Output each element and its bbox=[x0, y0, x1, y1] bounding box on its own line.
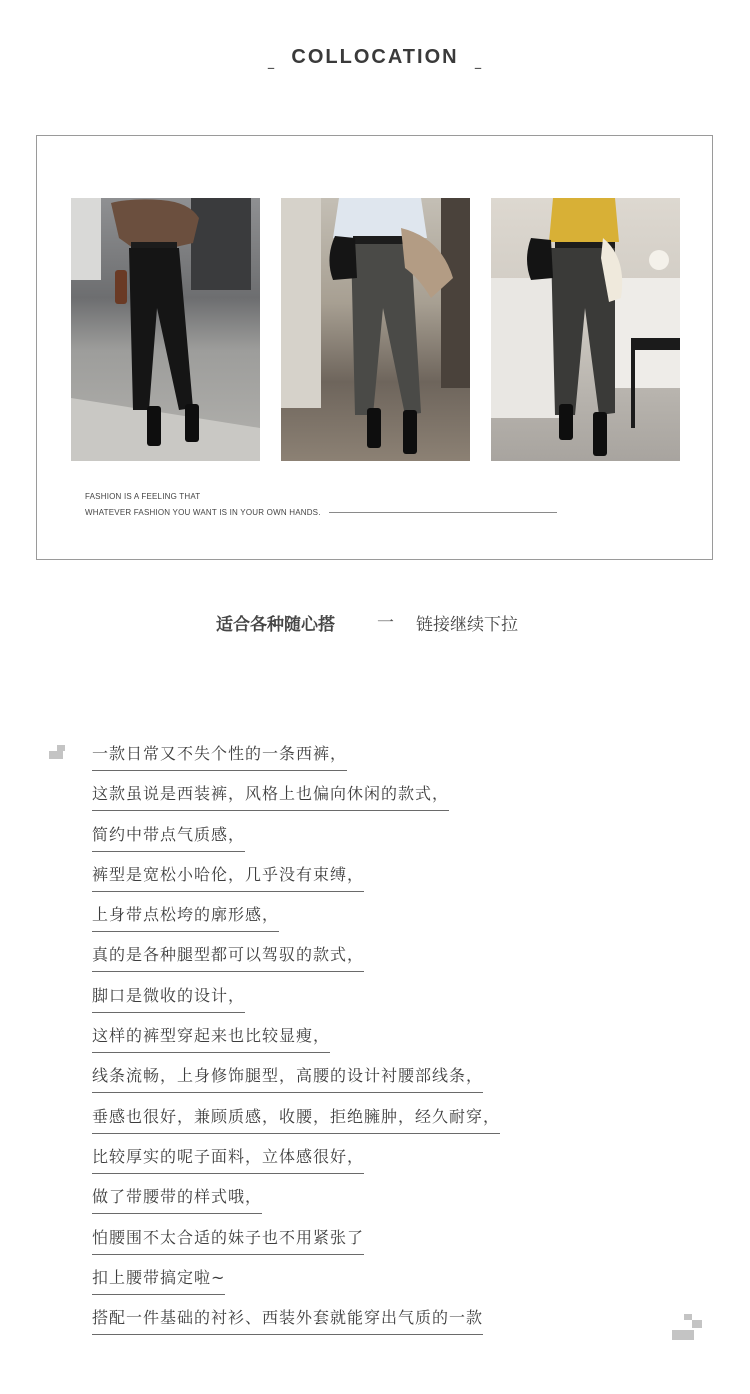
header-dash-right: – bbox=[474, 58, 482, 77]
motto-divider bbox=[329, 512, 557, 513]
subheading-right: 链接继续下拉 bbox=[416, 615, 518, 635]
description-line: 上身带点松垮的廓形感， bbox=[92, 902, 500, 942]
photo-model-black-trousers bbox=[71, 198, 260, 461]
description-line: 垂感也很好，兼顾质感，收腰，拒绝臃肿，经久耐穿， bbox=[92, 1104, 500, 1144]
description-line: 这款虽说是西装裤，风格上也偏向休闲的款式， bbox=[92, 781, 500, 821]
description-line: 脚口是微收的设计， bbox=[92, 983, 500, 1023]
photo-model-grey-trousers-yellow-top bbox=[491, 198, 680, 461]
collocation-header bbox=[0, 44, 750, 76]
description-line: 扣上腰带搞定啦~ bbox=[92, 1265, 500, 1305]
description-line: 线条流畅，上身修饰腿型，高腰的设计衬腰部线条， bbox=[92, 1063, 500, 1103]
description-line: 做了带腰带的样式哦， bbox=[92, 1184, 500, 1224]
description-line: 真的是各种腿型都可以驾驭的款式， bbox=[92, 942, 500, 982]
description-line: 怕腰围不太合适的妹子也不用紧张了 bbox=[92, 1225, 500, 1265]
description-line: 简约中带点气质感， bbox=[92, 822, 500, 862]
subheading bbox=[0, 610, 750, 634]
description-line: 比较厚实的呢子面料，立体感很好， bbox=[92, 1144, 500, 1184]
motto-line-2: WHATEVER FASHION YOU WANT IS IN YOUR OWN HANDS. bbox=[85, 508, 321, 517]
subheading-left: 适合各种随心搭 bbox=[216, 615, 335, 635]
subheading-separator: 一 bbox=[377, 613, 394, 633]
description-line: 裤型是宽松小哈伦，几乎没有束缚， bbox=[92, 862, 500, 902]
photo-model-grey-trousers-interior bbox=[281, 198, 470, 461]
header-dash-left: – bbox=[267, 58, 275, 77]
description-list bbox=[92, 741, 500, 1345]
pixel-deco-icon bbox=[672, 1314, 702, 1342]
header-title: COLLOCATION bbox=[291, 46, 459, 68]
motto-line-1: FASHION IS A FEELING THAT bbox=[85, 492, 201, 501]
description-line: 搭配一件基础的衬衫、西装外套就能穿出气质的一款 bbox=[92, 1305, 500, 1345]
pixel-deco-icon bbox=[49, 745, 65, 761]
description-line: 一款日常又不失个性的一条西裤， bbox=[92, 741, 500, 781]
description-line: 这样的裤型穿起来也比较显瘦， bbox=[92, 1023, 500, 1063]
